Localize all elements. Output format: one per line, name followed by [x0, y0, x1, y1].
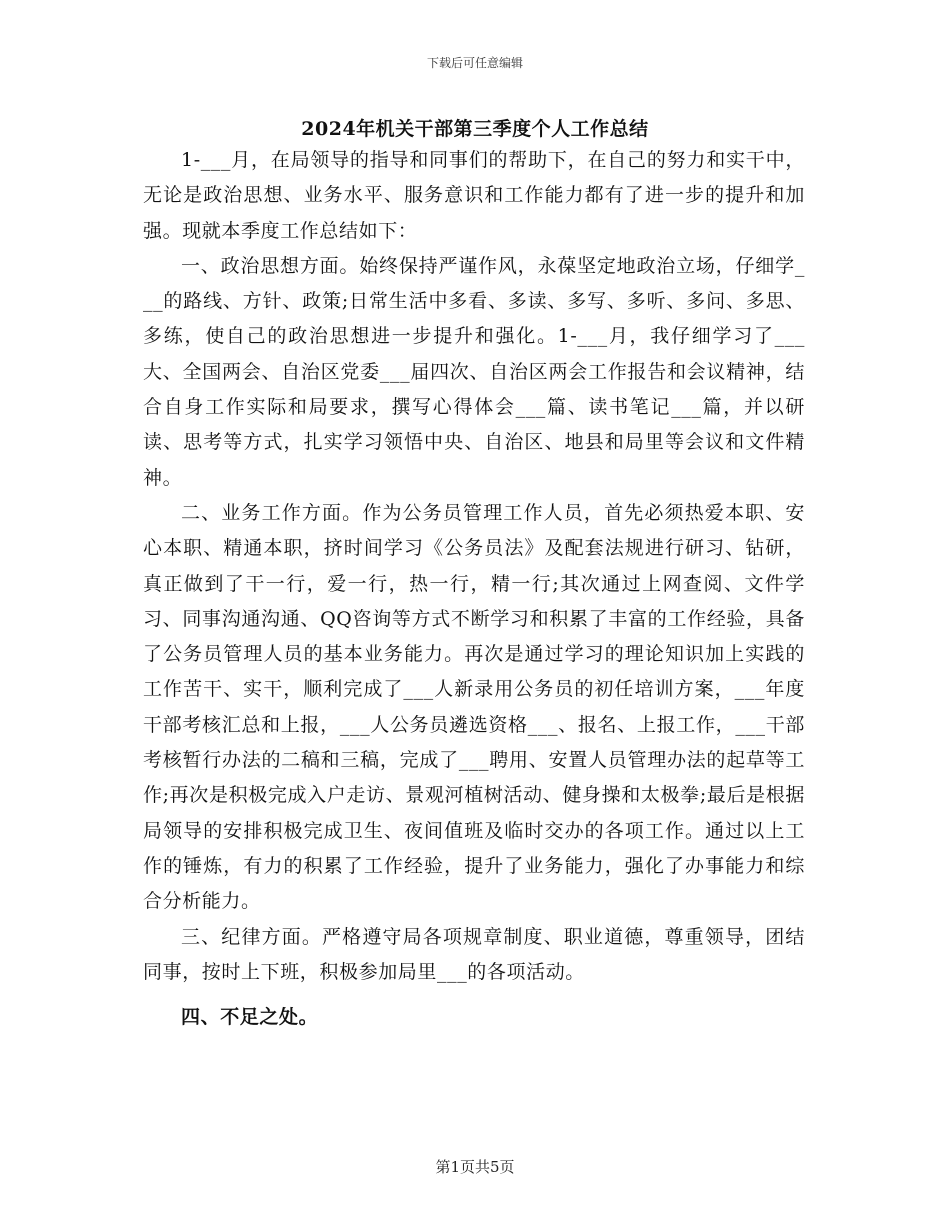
- paragraph-intro: 1-___月，在局领导的指导和同事们的帮助下，在自己的努力和实干中，无论是政治思想、业务水平、服务意识和工作能力都有了进一步的提升和加强。现就本季度工作总结如下：: [143, 149, 805, 242]
- document-body: [143, 143, 805, 1035]
- header-note: 下载后可任意编辑: [426, 56, 523, 70]
- paragraph-discipline: 三、纪律方面。严格遵守局各项规章制度、职业道德，尊重领导，团结同事，按时上下班，积极参加局里___的各项活动。: [143, 925, 805, 983]
- document-title: 2024年机关干部第三季度个人工作总结: [301, 118, 649, 140]
- section-heading-shortcomings: 四、不足之处。: [181, 1006, 319, 1029]
- paragraph-business-work: 二、业务工作方面。作为公务员管理工作人员，首先必须热爱本职、安心本职、精通本职，挤时间学习《公务员法》及配套法规进行研习、钻研，真正做到了干一行，爱一行，热一行，精一行;其次通过上网查阅、文件学习、同事沟通沟通、QQ咨询等方式不断学习和积累了丰富的工作经验，具备了公务员管理人员的基本业务能力。再次是通过学习的理论知识加上实践的工作苦干、实干，顺利完成了___人新录用公务员的初任培训方案，___年度干部考核汇总和上报，___人公务员遴选资格___、报名、上报工作，___干部考核暂行办法的二稿和三稿，完成了___聘用、安置人员管理办法的起草等工作;再次是积极完成入户走访、景观河植树活动、健身操和太极拳;最后是根据局领导的安排积极完成卫生、夜间值班及临时交办的各项工作。通过以上工作的锤炼，有力的积累了工作经验，提升了业务能力，强化了办事能力和综合分析能力。: [143, 501, 805, 913]
- paragraph-political-thought: 一、政治思想方面。始终保持严谨作风，永葆坚定地政治立场，仔细学___的路线、方针、政策;日常生活中多看、多读、多写、多听、多问、多思、多练，使自己的政治思想进一步提升和强化。1-___月，我仔细学习了___大、全国两会、自治区党委___届四次、自治区两会工作报告和会议精神，结合自身工作实际和局要求，撰写心得体会___篇、读书笔记___篇，并以研读、思考等方式，扎实学习领悟中央、自治区、地县和局里等会议和文件精神。: [143, 254, 805, 489]
- page-indicator: 第1页共5页: [435, 1158, 515, 1176]
